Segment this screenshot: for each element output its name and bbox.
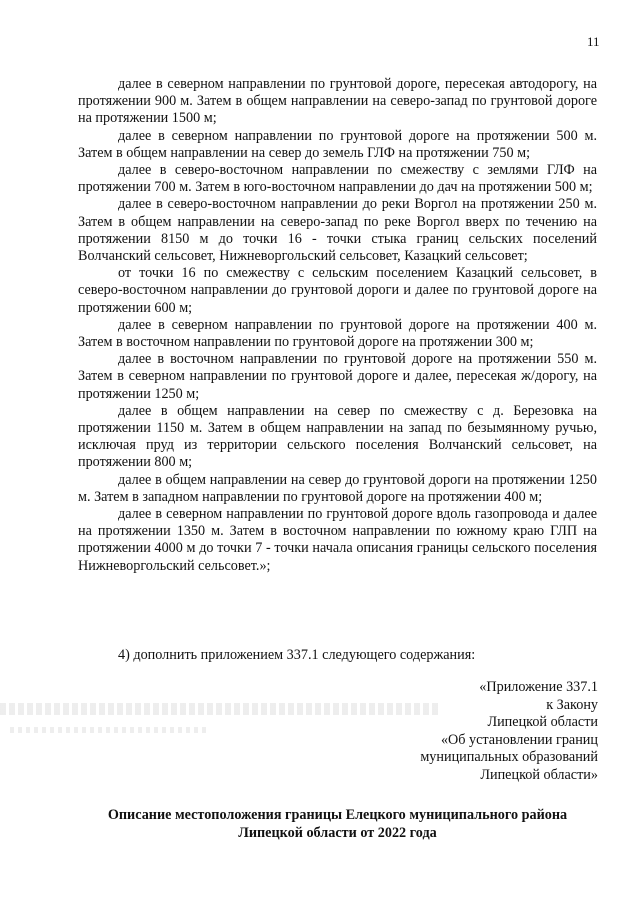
paragraph: далее в северо-восточном направлении по смежеству с землями ГЛФ на протяжении 700 м. Затем в юго-восточном направлении до дач на протяжении 500 м; xyxy=(78,162,597,196)
paragraph: далее в общем направлении на север по смежеству с д. Березовка на протяжении 1150 м. Затем в общем направлении на запад по безымянному ручью, исключая пруд из территории сельского поселения Волчанский сельсовет, на протяжении 800 м; xyxy=(78,402,597,471)
document-title xyxy=(78,806,597,842)
paragraph: далее в общем направлении на север до грунтовой дороги на протяжении 1250 м. Затем в западном направлении по грунтовой дороге на протяжении 400 м; xyxy=(78,471,597,505)
scan-bleed-through xyxy=(10,727,210,733)
paragraph: от точки 16 по смежеству с сельским поселением Казацкий сельсовет, в северо-восточном направлении до грунтовой дороги и далее по грунтовой дороге на протяжении 600 м; xyxy=(78,265,597,316)
appendix-line: к Закону xyxy=(546,696,598,713)
title-line: Липецкой области от 2022 года xyxy=(238,825,437,841)
appendix-header xyxy=(398,679,598,784)
appendix-line: «Приложение 337.1 xyxy=(479,679,598,695)
appendix-line: Липецкой области» xyxy=(480,766,598,783)
appendix-line: муниципальных образований xyxy=(420,749,598,765)
appendix-line: «Об установлении границ xyxy=(440,731,598,748)
paragraph: далее в северо-восточном направлении до реки Воргол на протяжении 250 м. Затем в общем направлении на северо-запад по реке Воргол вверх по течению на протяжении 8150 м до точки 16 - точки стыка границ сельских поселений Волчанский сельсовет, Нижневоргольский сельсовет, Казацкий сельсовет; xyxy=(78,196,597,265)
paragraph: далее в северном направлении по грунтовой дороге, пересекая автодорогу, на протяжении 900 м. Затем в общем направлении на северо-запад по грунтовой дороге на протяжении 1500 м; xyxy=(78,76,597,127)
paragraph: далее в северном направлении по грунтовой дороге на протяжении 500 м. Затем в общем направлении на север до земель ГЛФ на протяжении 750 м; xyxy=(78,127,597,161)
paragraph: далее в северном направлении по грунтовой дороге вдоль газопровода и далее на протяжении 1350 м. Затем в восточном направлении по южному краю ГЛП на протяжении 4000 м до точки 7 - точки начала описания границы сельского поселения Нижневоргольский сельсовет.»; xyxy=(78,506,597,574)
body-text xyxy=(78,76,597,575)
scan-bleed-through xyxy=(0,703,440,715)
paragraph: далее в восточном направлении по грунтовой дороге на протяжении 550 м. Затем в северном направлении по грунтовой дороге и далее, пересекая ж/дорогу, на протяжении 1250 м; xyxy=(78,351,597,402)
appendix-line: Липецкой области xyxy=(487,714,598,730)
page-number: 11 xyxy=(587,34,600,49)
paragraph: далее в северном направлении по грунтовой дороге на протяжении 400 м. Затем в восточном направлении по грунтовой дороге на протяжении 300 м; xyxy=(78,316,597,351)
title-line: Описание местоположения границы Елецкого муниципального района xyxy=(107,807,568,823)
amendment-item-4: 4) дополнить приложением 337.1 следующего содержания: xyxy=(118,647,476,663)
